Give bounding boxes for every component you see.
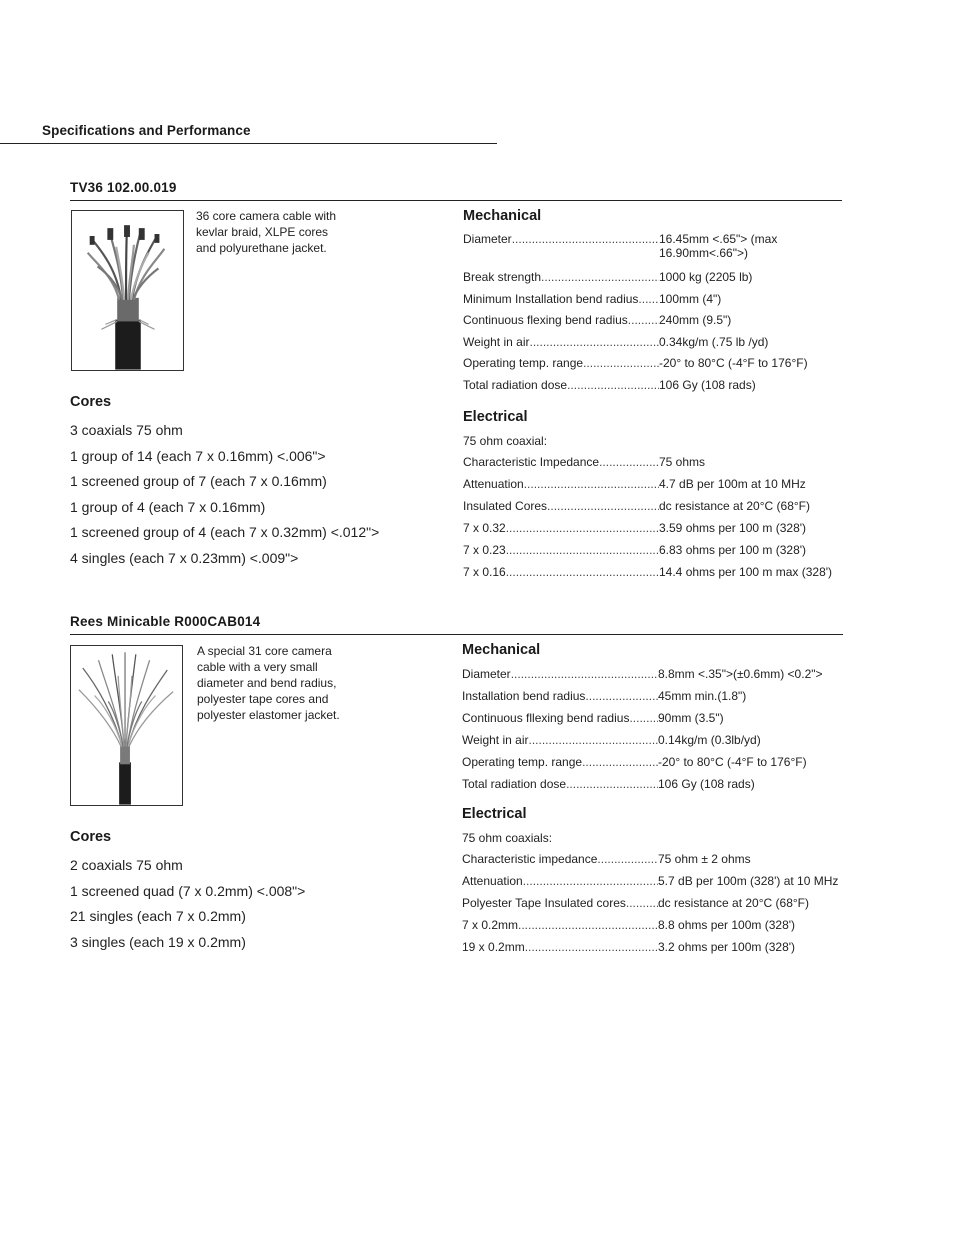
- mechanical-heading: Mechanical: [463, 208, 542, 224]
- spec-value: 106 Gy (108 rads): [659, 377, 756, 392]
- description-line: polyester tape cores and: [197, 692, 329, 706]
- cores-heading: Cores: [70, 829, 112, 845]
- spec-value: 106 Gy (108 rads): [658, 777, 755, 791]
- core-item: 3 coaxials 75 ohm: [70, 422, 183, 438]
- spec-value: 16.45mm <.65"> (max 16.90mm<.66">): [659, 232, 778, 260]
- electrical-specs: [462, 852, 842, 962]
- spec-row: [462, 733, 842, 755]
- spec-label: Total radiation dose: [462, 777, 567, 791]
- product-description: [197, 643, 340, 723]
- product-rule: [70, 200, 842, 201]
- spec-row: [463, 356, 843, 378]
- product-title: Rees Minicable R000CAB014: [70, 614, 261, 629]
- spec-value: 8.8 ohms per 100m (328'): [658, 918, 796, 932]
- spec-value: 240mm (9.5"): [659, 313, 732, 327]
- product-rule: [70, 634, 843, 635]
- spec-label: Weight in air: [463, 334, 530, 349]
- spec-value: 0.34kg/m (.75 lb /yd): [659, 334, 769, 349]
- spec-label: Diameter: [463, 232, 512, 246]
- mechanical-specs: [463, 232, 843, 399]
- core-item: 1 screened group of 7 (each 7 x 0.16mm): [70, 473, 327, 489]
- core-item: 3 singles (each 19 x 0.2mm): [70, 933, 246, 950]
- core-item: 2 coaxials 75 ohm: [70, 857, 183, 873]
- electrical-heading: Electrical: [462, 806, 527, 822]
- spec-row: [463, 313, 843, 335]
- spec-row: [463, 499, 843, 521]
- spec-row: [462, 896, 842, 918]
- electrical-intro: 75 ohm coaxials:: [462, 831, 553, 845]
- spec-row: [463, 543, 843, 565]
- core-item: 1 screened group of 4 (each 7 x 0.32mm) <.012">: [70, 524, 380, 540]
- core-item: 1 screened quad (7 x 0.2mm) <.008">: [70, 882, 306, 899]
- spec-label: Characteristic Impedance: [463, 455, 600, 469]
- spec-label: Characteristic impedance: [462, 852, 598, 866]
- spec-value: 100mm (4"): [659, 291, 722, 306]
- spec-label: Operating temp. range: [463, 356, 584, 370]
- spec-row: [462, 777, 842, 799]
- spec-row: [463, 565, 843, 587]
- spec-label: Installation bend radius: [462, 689, 586, 703]
- spec-value: 3.59 ohms per 100 m (328'): [659, 521, 807, 535]
- mechanical-heading: Mechanical: [462, 642, 541, 658]
- mechanical-specs: [462, 667, 842, 799]
- spec-row: [463, 378, 843, 400]
- spec-row: [462, 940, 842, 962]
- spec-value: -20° to 80°C (-4°F to 176°F): [658, 755, 807, 769]
- core-item: 1 group of 14 (each 7 x 0.16mm) <.006">: [70, 447, 326, 464]
- description-line: and polyurethane jacket.: [196, 241, 327, 255]
- spec-label: Continuous flexing bend radius: [463, 313, 628, 327]
- spec-label: 19 x 0.2mm: [462, 940, 525, 954]
- spec-label: Operating temp. range: [462, 755, 583, 769]
- spec-label: Continuous fllexing bend radius: [462, 711, 630, 725]
- spec-label: Diameter: [462, 667, 511, 681]
- page-heading: Specifications and Performance: [42, 123, 251, 138]
- spec-row: [462, 689, 842, 711]
- spec-row: [462, 755, 842, 777]
- cable-illustration: [72, 211, 183, 370]
- spec-value: 0.14kg/m (0.3lb/yd): [658, 733, 761, 747]
- electrical-heading: Electrical: [463, 409, 528, 425]
- description-line: polyester elastomer jacket.: [197, 708, 340, 722]
- description-line: kevlar braid, XLPE cores: [196, 225, 329, 239]
- description-line: 36 core camera cable with: [196, 209, 337, 223]
- spec-value: -20° to 80°C (-4°F to 176°F): [659, 356, 808, 370]
- product-title: TV36 102.00.019: [70, 180, 177, 195]
- spec-row: [463, 477, 843, 499]
- spec-label: 7 x 0.32: [463, 521, 506, 535]
- spec-label: Minimum Installation bend radius: [463, 291, 639, 306]
- spec-label: Total radiation dose: [463, 377, 568, 392]
- spec-row: [462, 874, 842, 896]
- spec-row: [463, 270, 843, 292]
- spec-label: 7 x 0.16: [463, 565, 506, 579]
- cable-photo: [71, 210, 184, 371]
- spec-label: Insulated Cores: [463, 499, 548, 513]
- spec-value: 45mm min.(1.8"): [658, 689, 747, 703]
- core-item: 21 singles (each 7 x 0.2mm): [70, 908, 246, 924]
- spec-value: 4.7 dB per 100m at 10 MHz: [659, 477, 806, 491]
- spec-row: [463, 292, 843, 314]
- spec-row: [463, 232, 843, 270]
- core-item: 1 group of 4 (each 7 x 0.16mm): [70, 498, 266, 515]
- description-line: diameter and bend radius,: [197, 676, 337, 690]
- cores-list: [70, 420, 379, 573]
- page-heading-rule: [0, 143, 497, 144]
- cable-illustration: [71, 646, 182, 805]
- spec-label: Weight in air: [462, 733, 529, 747]
- spec-value: dc resistance at 20°C (68°F): [658, 896, 809, 910]
- description-line: cable with a very small: [197, 660, 318, 674]
- spec-value: 90mm (3.5"): [658, 711, 724, 725]
- spec-label: 7 x 0.2mm: [462, 918, 519, 932]
- spec-row: [463, 335, 843, 357]
- spec-value: 75 ohm ± 2 ohms: [658, 852, 751, 866]
- spec-label: Break strength: [463, 270, 542, 284]
- cable-photo: [70, 645, 183, 806]
- spec-value: 8.8mm <.35">(±0.6mm) <0.2">: [658, 667, 823, 681]
- spec-row: [463, 455, 843, 477]
- spec-value: 5.7 dB per 100m (328') at 10 MHz: [658, 874, 839, 888]
- spec-row: [462, 711, 842, 733]
- cores-list: [70, 855, 305, 957]
- spec-value: 75 ohms: [659, 455, 706, 469]
- description-line: A special 31 core camera: [197, 644, 332, 658]
- electrical-specs: [463, 455, 843, 587]
- spec-label: 7 x 0.23: [463, 543, 506, 557]
- spec-row: [463, 521, 843, 543]
- spec-row: [462, 667, 842, 689]
- cores-heading: Cores: [70, 394, 112, 410]
- product-description: [196, 208, 336, 256]
- spec-value: 1000 kg (2205 lb): [659, 270, 753, 284]
- spec-row: [462, 918, 842, 940]
- spec-value: 3.2 ohms per 100m (328'): [658, 940, 796, 954]
- spec-row: [462, 852, 842, 874]
- spec-label: Attenuation: [462, 874, 523, 888]
- core-item: 4 singles (each 7 x 0.23mm) <.009">: [70, 549, 299, 566]
- electrical-intro: 75 ohm coaxial:: [463, 434, 548, 448]
- spec-label: Polyester Tape Insulated cores: [462, 896, 626, 910]
- spec-value: 6.83 ohms per 100 m (328'): [659, 543, 807, 557]
- spec-label: Attenuation: [463, 477, 524, 491]
- spec-value: 14.4 ohms per 100 m max (328'): [659, 565, 833, 579]
- spec-value: dc resistance at 20°C (68°F): [659, 499, 810, 513]
